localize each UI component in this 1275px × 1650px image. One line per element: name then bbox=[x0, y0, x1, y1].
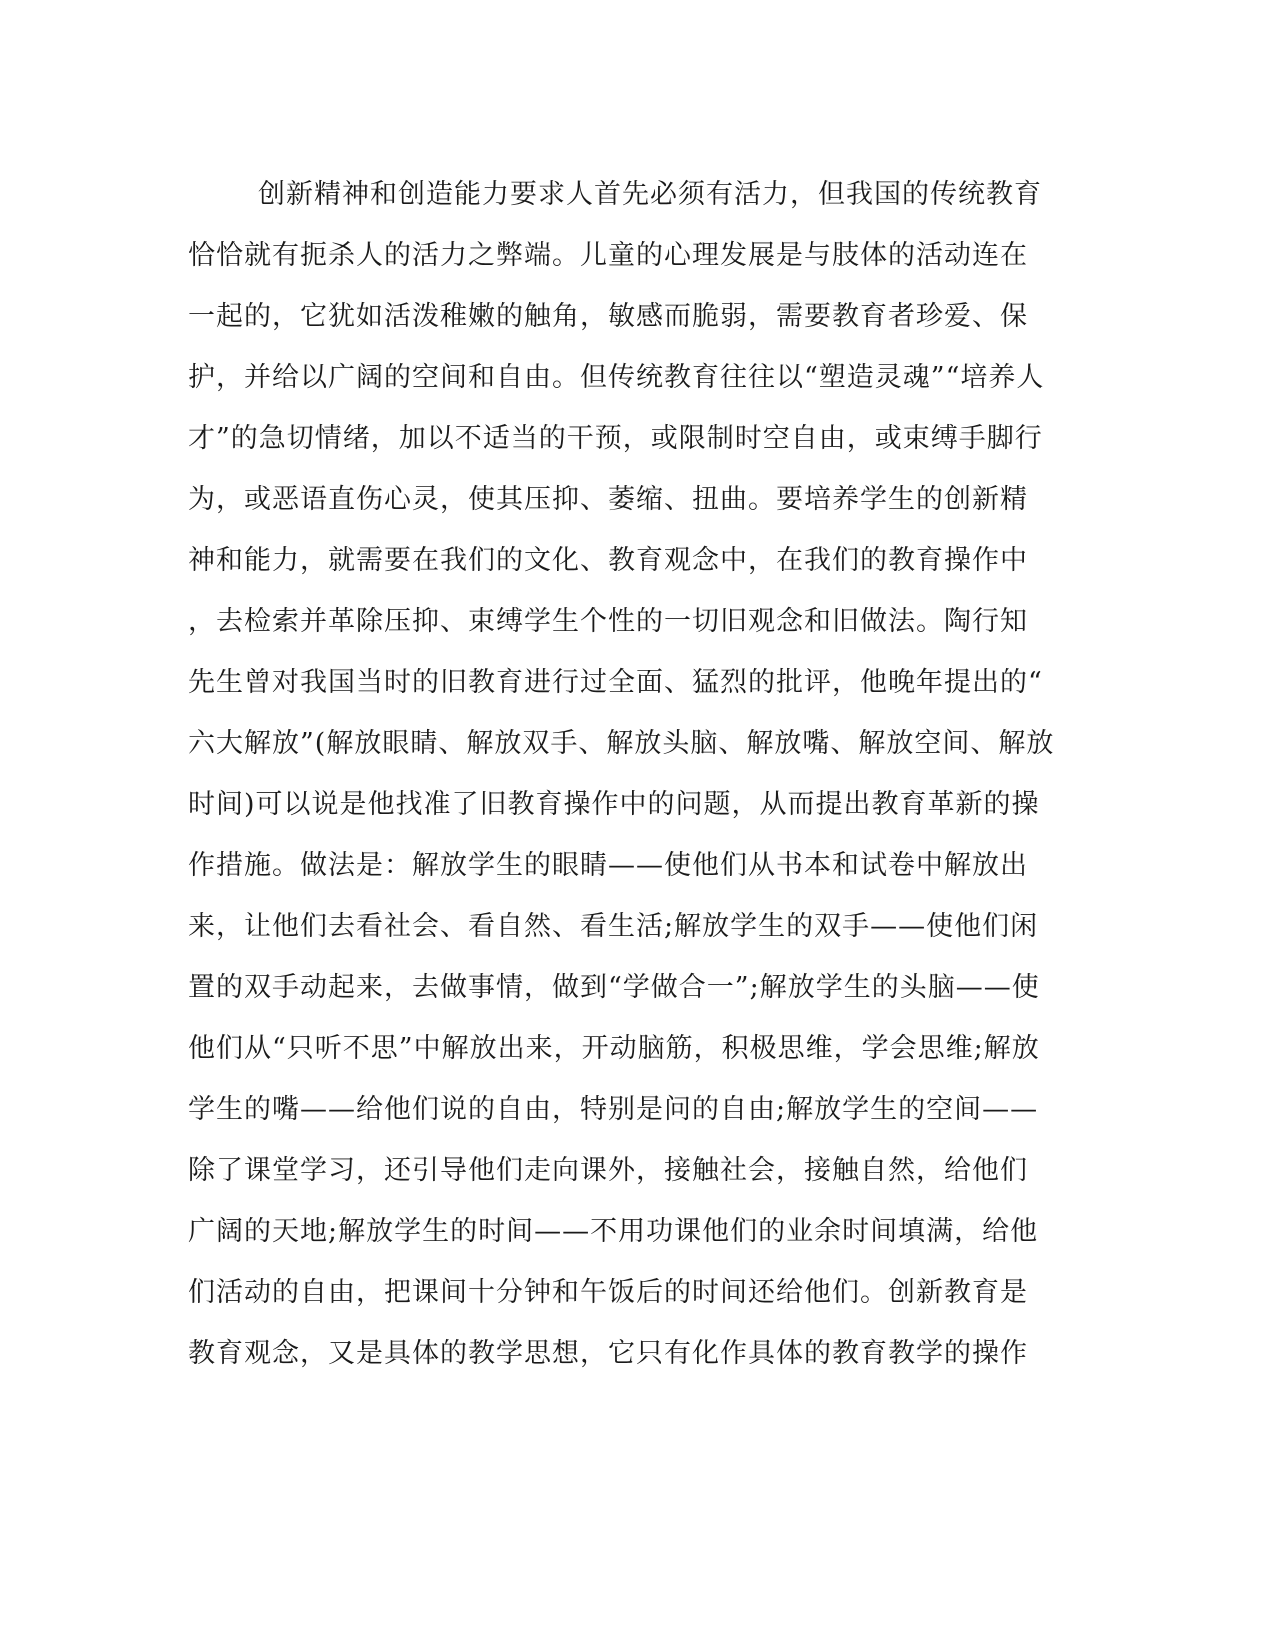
text-line: 才”的急切情绪，加以不适当的干预，或限制时空自由，或束缚手脚行 bbox=[188, 423, 1043, 454]
text-line: ，去检索并革除压抑、束缚学生个性的一切旧观念和旧做法。陶行知 bbox=[188, 606, 1028, 637]
text-line: 除了课堂学习，还引导他们走向课外，接触社会，接触自然，给他们 bbox=[188, 1155, 1028, 1186]
text-line: 他们从“只听不思”中解放出来，开动脑筋，积极思维，学会思维;解放 bbox=[188, 1033, 1040, 1064]
text-line: 为，或恶语直伤心灵，使其压抑、萎缩、扭曲。要培养学生的创新精 bbox=[188, 484, 1028, 515]
text-line: 创新精神和创造能力要求人首先必须有活力，但我国的传统教育 bbox=[258, 179, 1042, 210]
text-line: 恰恰就有扼杀人的活力之弊端。儿童的心理发展是与肢体的活动连在 bbox=[188, 240, 1028, 271]
text-line: 们活动的自由，把课间十分钟和午饭后的时间还给他们。创新教育是 bbox=[188, 1277, 1028, 1308]
text-line: 一起的，它犹如活泼稚嫩的触角，敏感而脆弱，需要教育者珍爱、保 bbox=[188, 301, 1028, 332]
text-line: 六大解放”(解放眼睛、解放双手、解放头脑、解放嘴、解放空间、解放 bbox=[188, 728, 1055, 759]
text-line: 神和能力，就需要在我们的文化、教育观念中，在我们的教育操作中 bbox=[188, 545, 1028, 576]
text-line: 置的双手动起来，去做事情，做到“学做合一”;解放学生的头脑——使 bbox=[188, 972, 1040, 1003]
text-line: 作措施。做法是：解放学生的眼睛——使他们从书本和试卷中解放出 bbox=[188, 850, 1028, 881]
text-line: 时间)可以说是他找准了旧教育操作中的问题，从而提出教育革新的操 bbox=[188, 789, 1040, 820]
text-line: 广阔的天地;解放学生的时间——不用功课他们的业余时间填满，给他 bbox=[188, 1216, 1039, 1247]
text-line: 教育观念，又是具体的教学思想，它只有化作具体的教育教学的操作 bbox=[188, 1338, 1028, 1369]
text-line: 先生曾对我国当时的旧教育进行过全面、猛烈的批评，他晚年提出的“ bbox=[188, 667, 1043, 698]
text-line: 学生的嘴——给他们说的自由，特别是问的自由;解放学生的空间—— bbox=[188, 1094, 1039, 1125]
text-line: 来，让他们去看社会、看自然、看生活;解放学生的双手——使他们闲 bbox=[188, 911, 1039, 942]
text-line: 护，并给以广阔的空间和自由。但传统教育往往以“塑造灵魂”“培养人 bbox=[188, 362, 1045, 393]
body-paragraph bbox=[188, 164, 1088, 1384]
